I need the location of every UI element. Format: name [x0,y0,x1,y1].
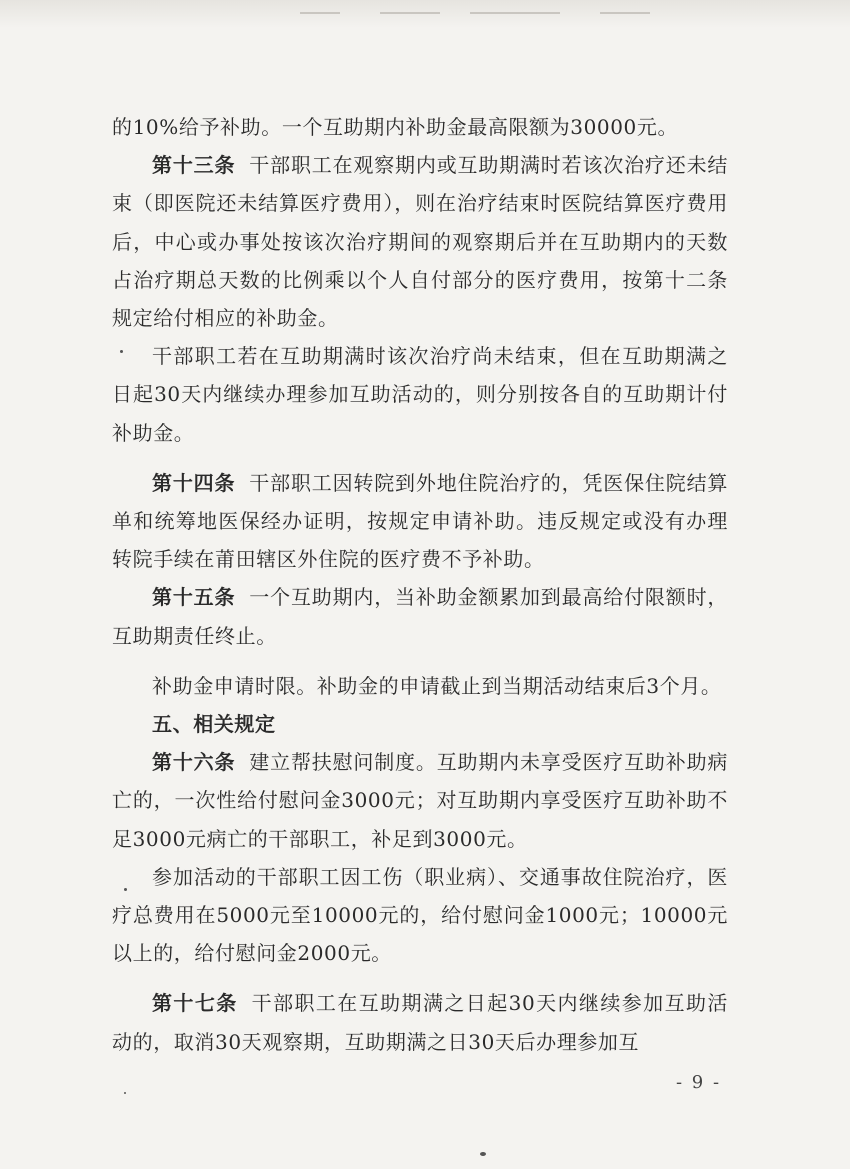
paragraph-article-14 [112,464,728,579]
paragraph-text: 干部职工因转院到外地住院治疗的，凭医保住院结算单和统筹地医保经办证明，按规定申请补助。违反规定或没有办理转院手续在莆田辖区外住院的医疗费不予补助。 [112,470,728,572]
paragraph-article-16 [112,743,728,858]
article-label: 第十四条 [152,470,236,495]
paragraph-p8 [112,858,728,973]
paragraph-text: 的10%给予补助。一个互助期内补助金最高限额为30000元。 [112,115,679,139]
scan-artifact [600,12,650,14]
paragraph-text: 参加活动的干部职工因工伤（职业病）、交通事故住院治疗，医疗总费用在5000元至10000元的，给付慰问金1000元；10000元以上的，给付慰问金2000元。 [112,864,728,966]
scan-artifact [300,12,340,14]
paragraph-text: 补助金申请时限。补助金的申请截止到当期活动结束后3个月。 [152,673,722,698]
paragraph-text: 干部职工在互助期满之日起30天内继续参加互助活动的，取消30天观察期，互助期满之日30天后办理参加互 [112,991,728,1054]
paragraph-article-13 [112,146,728,337]
paragraph-text: 一个互助期内，当补助金额累加到最高给付限额时，互助期责任终止。 [112,585,728,648]
scan-speck [120,350,123,353]
heading-text: 五、相关规定 [152,712,276,737]
paragraph-article-15 [112,578,728,654]
paragraph-text: 干部职工若在互助期满时该次治疗尚未结束，但在互助期满之日起30天内继续办理参加互助活动的，则分别按各自的互助期计付补助金。 [112,344,728,445]
article-label: 第十七条 [152,991,238,1016]
scan-artifact [470,12,560,14]
paragraph-text: 干部职工在观察期内或互助期满时若该次治疗还未结束（即医院还未结算医疗费用），则在治疗结束时医院结算医疗费用后，中心或办事处按该次治疗期间的观察期后并在互助期内的天数占治疗期总天数的比例乘以个人自付部分的医疗费用，按第十二条规定给付相应的补助金。 [112,153,728,331]
article-label: 第十三条 [152,153,236,178]
paragraph-article-17 [112,984,728,1060]
scan-top-edge [0,0,850,28]
document-body [112,108,728,1061]
article-label: 第十六条 [152,750,236,775]
scan-speck [124,888,127,891]
paragraph-text: 建立帮扶慰问制度。互助期内未享受医疗互助补助病亡的，一次性给付慰问金3000元；对互助期内享受医疗互助补助不足3000元病亡的干部职工，补足到3000元。 [112,750,728,851]
scan-artifact [380,12,440,14]
paragraph-p6 [112,667,728,705]
scan-speck [480,1152,486,1156]
paragraph-p3 [112,337,728,452]
page-number: - 9 - [676,1072,722,1093]
article-label: 第十五条 [152,585,236,610]
paragraph-p1 [112,108,728,146]
scan-speck [124,1092,126,1094]
section-heading [112,705,728,743]
